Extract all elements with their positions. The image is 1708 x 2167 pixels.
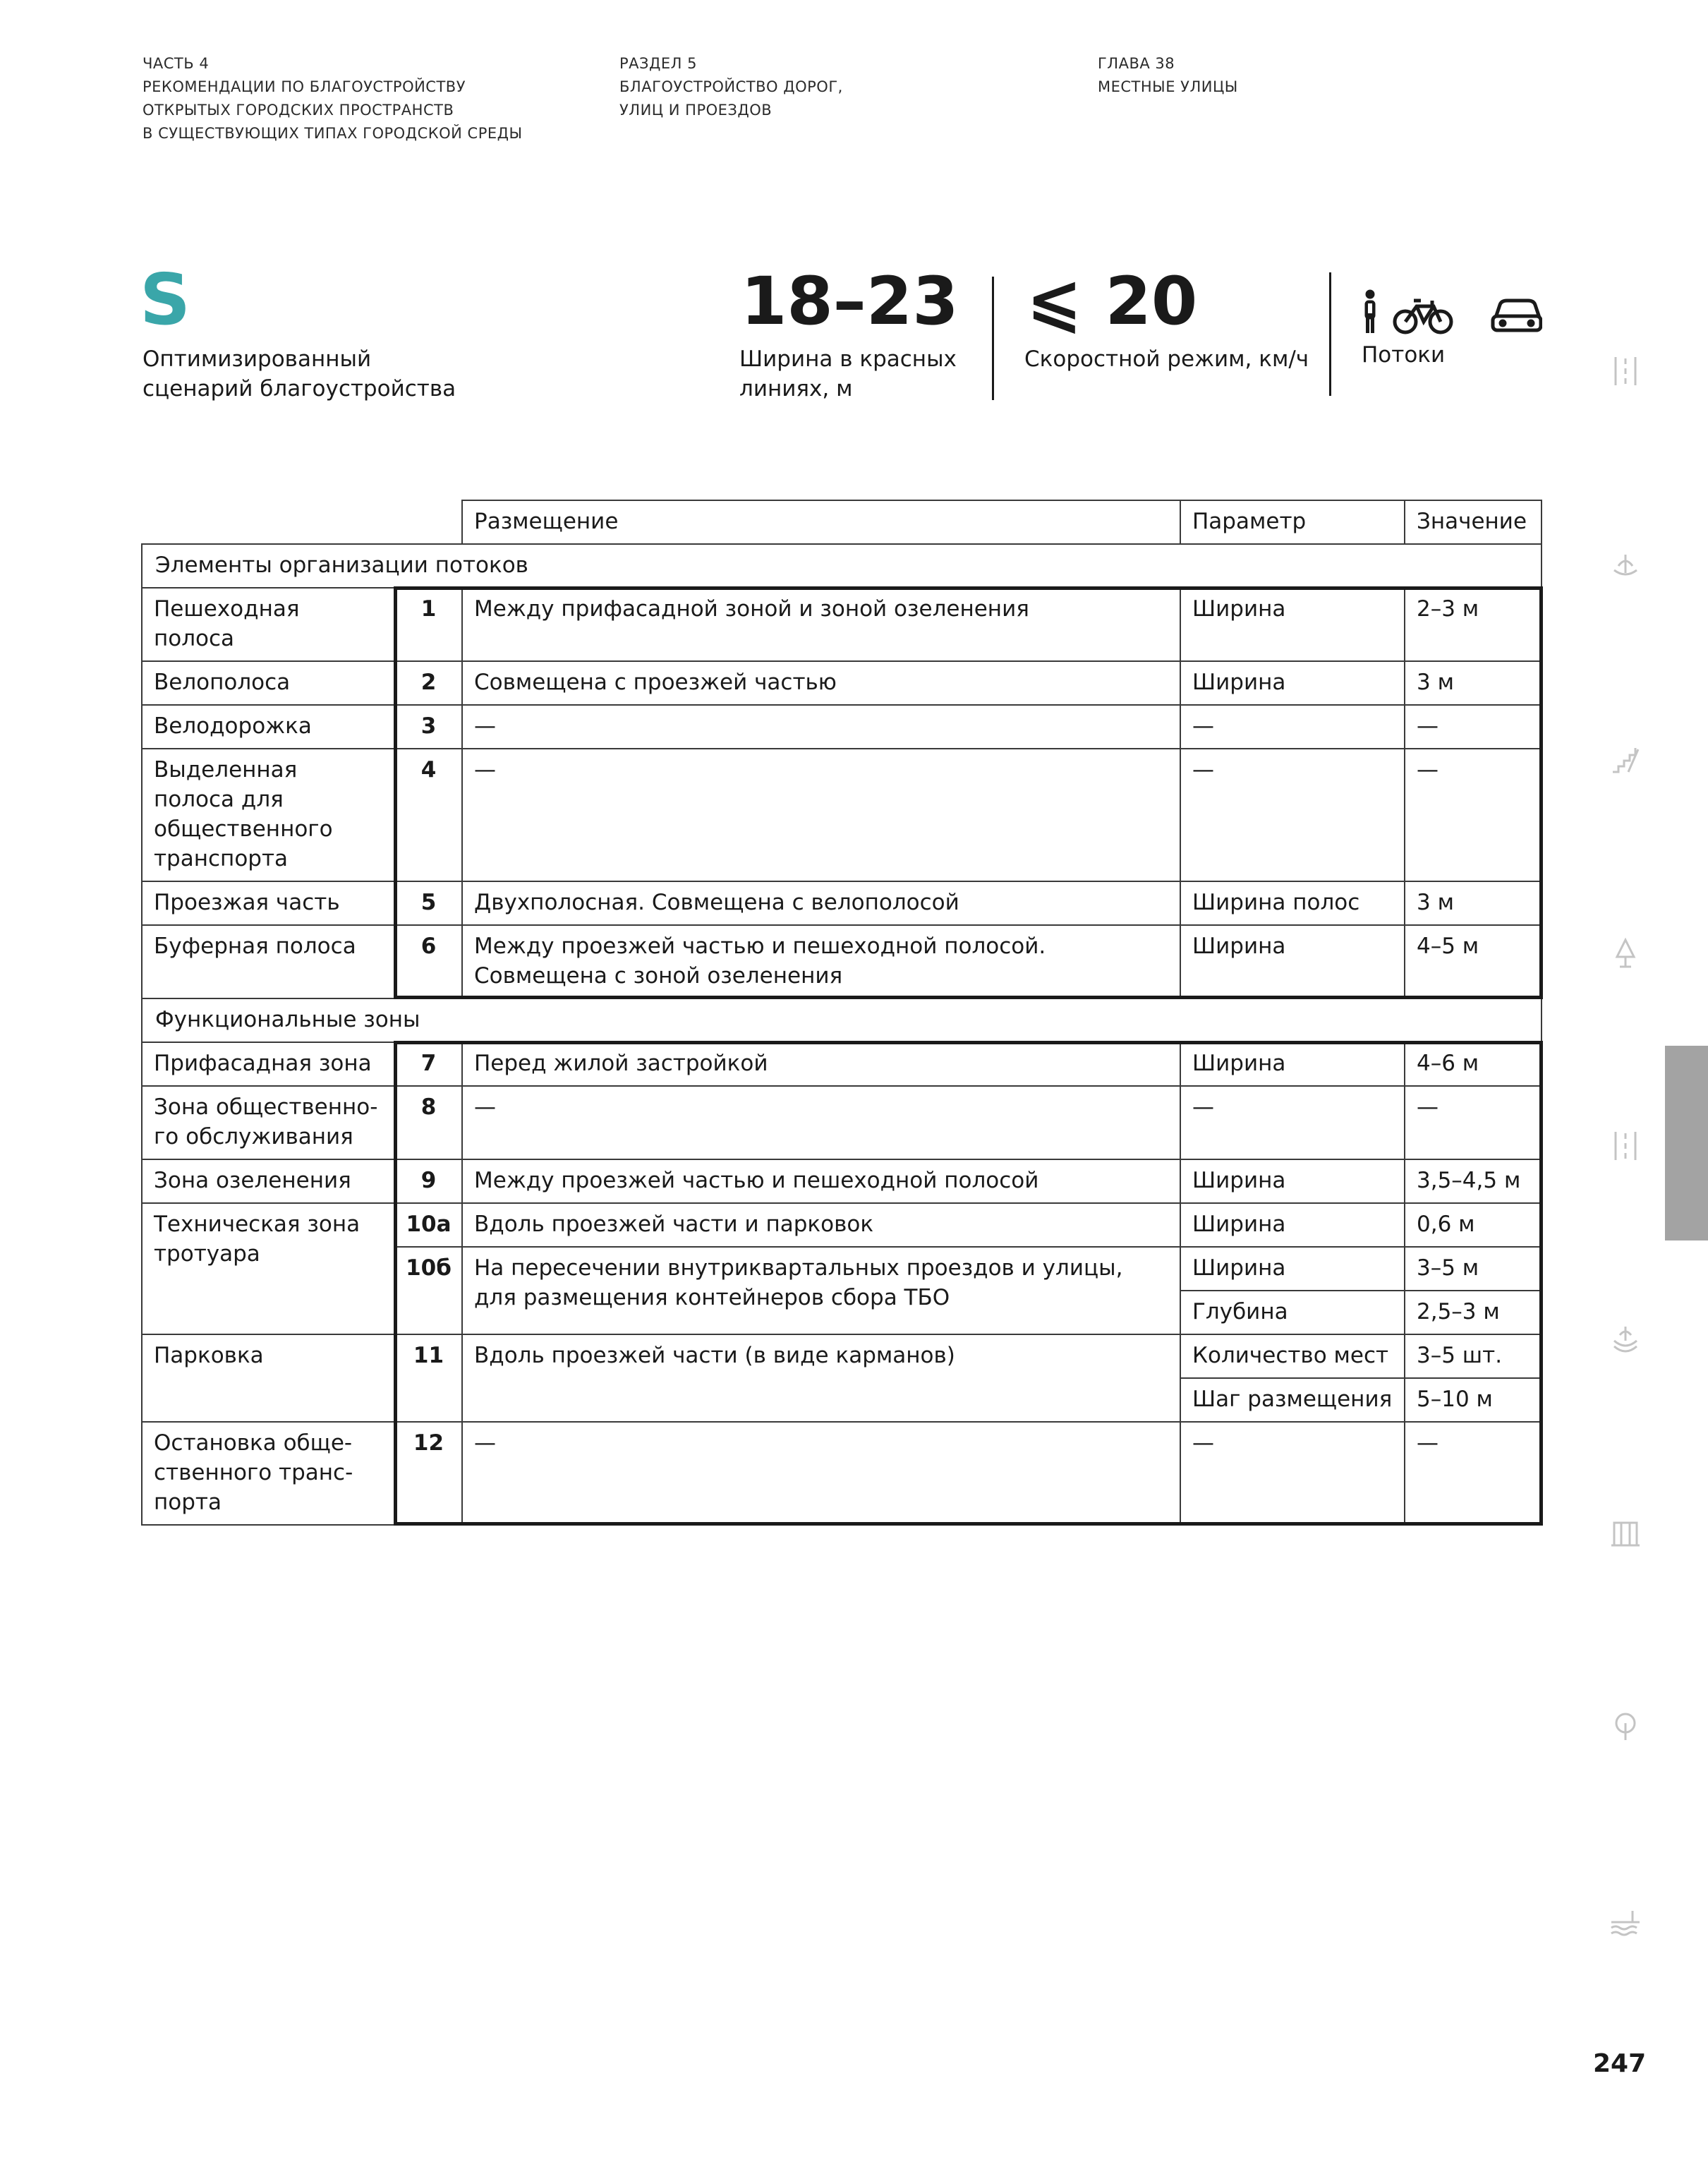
placement-cell: Между проезжей частью и пешеходной полосой. Совмещена с зоной озеленения — [462, 925, 1180, 998]
table-row — [142, 588, 1542, 661]
scenario-title-line: Оптимизированный — [143, 346, 372, 372]
table-row — [142, 1042, 1542, 1086]
street-icon — [1609, 354, 1642, 388]
width-value: 18–23 — [741, 263, 959, 340]
value-cell: 4–6 м — [1405, 1042, 1542, 1086]
parameter-cell: Ширина — [1180, 1159, 1405, 1203]
section-zones-label: Функциональные зоны — [142, 998, 1542, 1042]
flow-icons — [1359, 289, 1542, 336]
stairs-icon — [1609, 742, 1642, 776]
element-name: Пешеходная полоса — [142, 588, 395, 661]
value-cell: — — [1405, 1422, 1542, 1525]
element-name: Техническая зона тротуара — [142, 1203, 395, 1334]
value-cell: 3–5 шт. — [1405, 1334, 1542, 1378]
header-chapter — [1098, 52, 1238, 99]
table-row — [142, 661, 1542, 705]
value-cell: 2,5–3 м — [1405, 1291, 1542, 1334]
table-row — [142, 1422, 1542, 1525]
header-line: РЕКОМЕНДАЦИИ ПО БЛАГОУСТРОЙСТВУ — [143, 78, 466, 95]
placement-cell: — — [462, 749, 1180, 881]
element-name: Остановка обще-ственного транс-порта — [142, 1422, 395, 1525]
table-row — [142, 881, 1542, 925]
table-header-row — [142, 500, 1542, 544]
value-cell: 3,5–4,5 м — [1405, 1159, 1542, 1203]
placement-cell: — — [462, 705, 1180, 749]
element-name: Буферная полоса — [142, 925, 395, 998]
value-cell: 4–5 м — [1405, 925, 1542, 998]
table-row — [142, 1086, 1542, 1159]
element-name: Выделенная полоса для общественного транспорта — [142, 749, 395, 881]
element-number: 1 — [395, 588, 462, 661]
header-part — [143, 52, 523, 145]
scenario-title-line: сценарий благоустройства — [143, 376, 456, 402]
parameter-cell: Ширина — [1180, 1203, 1405, 1247]
header-placement: Размещение — [462, 500, 1180, 544]
placement-cell: Между прифасадной зоной и зоной озеленения — [462, 588, 1180, 661]
parameter-cell: Ширина — [1180, 588, 1405, 661]
table-row — [142, 705, 1542, 749]
header-parameter: Параметр — [1180, 500, 1405, 544]
value-cell: — — [1405, 749, 1542, 881]
header-line: БЛАГОУСТРОЙСТВО ДОРОГ, — [619, 78, 843, 95]
element-number: 10б — [395, 1247, 462, 1334]
element-name: Зона общественно-го обслуживания — [142, 1086, 395, 1159]
element-number: 6 — [395, 925, 462, 998]
placement-cell: Вдоль проезжей части и парковок — [462, 1203, 1180, 1247]
tree-icon — [1609, 936, 1642, 970]
placement-cell: — — [462, 1086, 1180, 1159]
element-number: 5 — [395, 881, 462, 925]
element-number: 7 — [395, 1042, 462, 1086]
element-number: 12 — [395, 1422, 462, 1525]
placement-cell: Двухполосная. Совмещена с велополосой — [462, 881, 1180, 925]
page-number: 247 — [1593, 2049, 1647, 2078]
element-name: Проезжая часть — [142, 881, 395, 925]
section-tab[interactable] — [1665, 1046, 1708, 1241]
parameter-cell: Глубина — [1180, 1291, 1405, 1334]
element-number: 11 — [395, 1334, 462, 1422]
parameter-cell: — — [1180, 705, 1405, 749]
width-caption-line: линиях, м — [739, 376, 853, 402]
parameter-cell: — — [1180, 1086, 1405, 1159]
value-cell: 3–5 м — [1405, 1247, 1542, 1291]
header-line: ЧАСТЬ 4 — [143, 55, 210, 72]
parameter-cell: Ширина — [1180, 1042, 1405, 1086]
header-line: ГЛАВА 38 — [1098, 55, 1175, 72]
scenario-code: S — [140, 258, 191, 341]
table-row — [142, 749, 1542, 881]
table-row — [142, 925, 1542, 998]
parameter-cell: Ширина — [1180, 1247, 1405, 1291]
element-number: 8 — [395, 1086, 462, 1159]
placement-cell: Вдоль проезжей части (в виде карманов) — [462, 1334, 1180, 1422]
placement-cell: На пересечении внутриквартальных проездов и улицы, для размещения контейнеров сбора ТБО — [462, 1247, 1180, 1334]
element-number: 2 — [395, 661, 462, 705]
placement-cell: Между проезжей частью и пешеходной полосой — [462, 1159, 1180, 1203]
parameter-cell: — — [1180, 749, 1405, 881]
parameter-cell: — — [1180, 1422, 1405, 1525]
section-flows-label: Элементы организации потоков — [142, 544, 1542, 588]
header-line: В СУЩЕСТВУЮЩИХ ТИПАХ ГОРОДСКОЙ СРЕДЫ — [143, 125, 523, 142]
element-number: 3 — [395, 705, 462, 749]
value-cell: 5–10 м — [1405, 1378, 1542, 1422]
table-row — [142, 1203, 1542, 1247]
value-cell: — — [1405, 1086, 1542, 1159]
divider — [992, 277, 994, 400]
header-value: Значение — [1405, 500, 1542, 544]
section-row — [142, 544, 1542, 588]
scenario-title — [143, 344, 456, 404]
tree-icon — [1609, 1709, 1642, 1743]
parameter-cell: Ширина — [1180, 925, 1405, 998]
value-cell: 0,6 м — [1405, 1203, 1542, 1247]
section-row — [142, 998, 1542, 1042]
element-number: 4 — [395, 749, 462, 881]
header-line: УЛИЦ И ПРОЕЗДОВ — [619, 102, 773, 119]
fountain-icon — [1609, 1322, 1642, 1356]
bicycle-icon — [1395, 301, 1451, 332]
element-name: Прифасадная зона — [142, 1042, 395, 1086]
width-caption — [739, 344, 957, 404]
width-caption-line: Ширина в красных — [739, 346, 957, 372]
speed-caption: Скоростной режим, км/ч — [1024, 346, 1309, 372]
placement-cell: Совмещена с проезжей частью — [462, 661, 1180, 705]
pedestrian-icon — [1365, 290, 1375, 333]
element-number: 10а — [395, 1203, 462, 1247]
waterfront-icon — [1609, 1902, 1642, 1936]
divider — [1329, 272, 1331, 396]
header-line: ОТКРЫТЫХ ГОРОДСКИХ ПРОСТРАНСТВ — [143, 102, 454, 119]
value-cell: 3 м — [1405, 661, 1542, 705]
parameter-cell: Количество мест — [1180, 1334, 1405, 1378]
fountain-icon — [1609, 549, 1642, 583]
element-name: Парковка — [142, 1334, 395, 1422]
street-icon — [1609, 1129, 1642, 1163]
parameter-cell: Шаг размещения — [1180, 1378, 1405, 1422]
header-line: МЕСТНЫЕ УЛИЦЫ — [1098, 78, 1238, 95]
placement-cell: — — [462, 1422, 1180, 1525]
header-section — [619, 52, 843, 122]
value-cell: 3 м — [1405, 881, 1542, 925]
element-name: Зона озеленения — [142, 1159, 395, 1203]
parameter-cell: Ширина — [1180, 661, 1405, 705]
header-line: РАЗДЕЛ 5 — [619, 55, 697, 72]
table-corner — [142, 500, 462, 544]
value-cell: 2–3 м — [1405, 588, 1542, 661]
element-name: Велодорожка — [142, 705, 395, 749]
flows-caption: Потоки — [1362, 342, 1446, 368]
building-icon — [1609, 1516, 1642, 1550]
spec-table — [141, 500, 1542, 1526]
table-row — [142, 1334, 1542, 1378]
element-name: Велополоса — [142, 661, 395, 705]
car-icon — [1493, 301, 1541, 330]
speed-value: ⩽ 20 — [1026, 263, 1198, 340]
table-row — [142, 1159, 1542, 1203]
value-cell: — — [1405, 705, 1542, 749]
placement-cell: Перед жилой застройкой — [462, 1042, 1180, 1086]
parameter-cell: Ширина полос — [1180, 881, 1405, 925]
element-number: 9 — [395, 1159, 462, 1203]
